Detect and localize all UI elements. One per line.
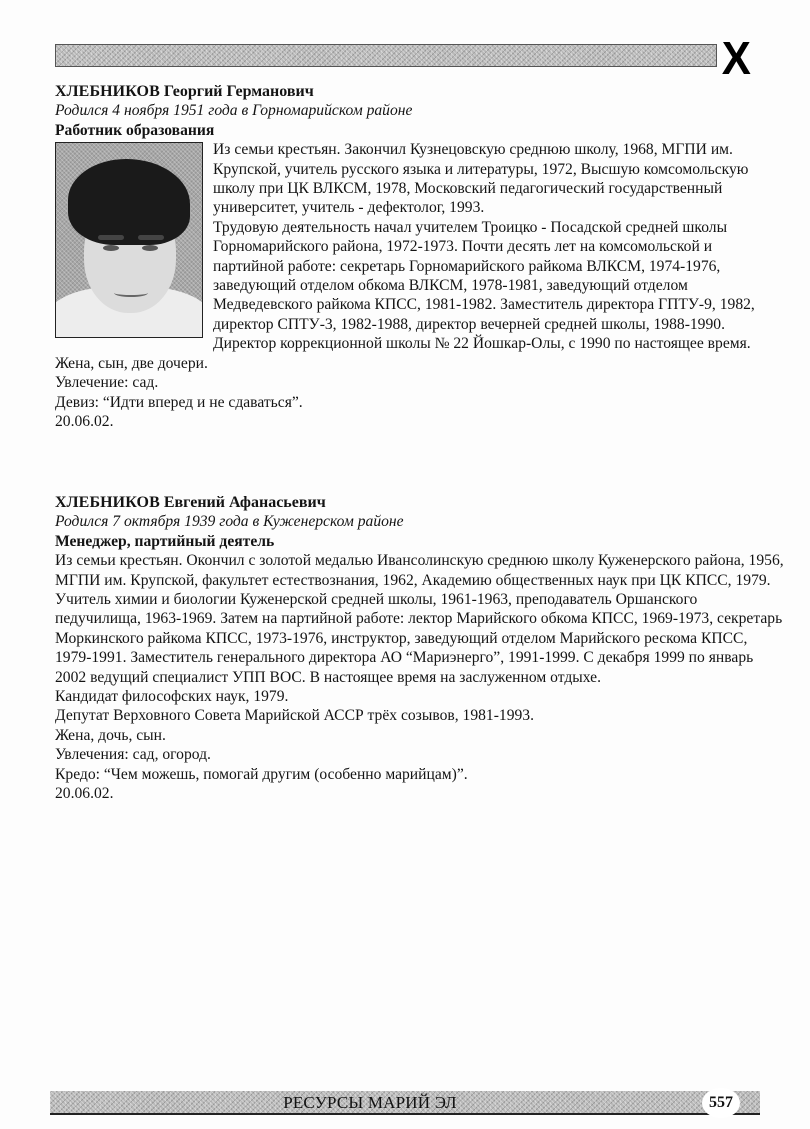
entry-paragraph: Жена, сын, две дочери.: [55, 354, 208, 372]
page-number: 557: [702, 1088, 740, 1118]
entry-paragraph: Увлечения: сад, огород.: [55, 746, 211, 764]
entry-profession: Менеджер, партийный деятель: [55, 532, 275, 550]
section-letter: Х: [721, 32, 751, 84]
entry-date: 20.06.02.: [55, 412, 114, 430]
entry-paragraph: Девиз: “Идти вперед и не сдаваться”.: [55, 393, 303, 411]
entry-paragraph: Трудовую деятельность начал учителем Троицко - Посадской средней школы Горномарийского района, 1972-1973. Почти десять лет на комсомольской и партийной работе: секретарь Горномарийского райкома ВЛКСМ, 1974-1976, заведующий отделом обкома ВЛКСМ, 1978-1981, заведующий отделом Медведевского райкома КПСС, 1981-1982. Заместитель директора ГПТУ-9, 1982, директор СПТУ-3, 1982-1988, директор вечерней средней школы, 1988-1990. Директор коррекционной школы № 22 Йошкар-Олы, с 1990 по настоящее время.: [213, 218, 755, 353]
photo-hair: [68, 159, 190, 245]
entry-date: 20.06.02.: [55, 785, 114, 803]
entry-paragraph: Кредо: “Чем можешь, помогай другим (особенно марийцам)”.: [55, 765, 468, 783]
header-decorative-bar: [55, 44, 717, 67]
biography-entry: [55, 493, 785, 804]
entry-name: [55, 493, 785, 512]
entry-given-names: Евгений Афанасьевич: [163, 494, 326, 511]
entry-profession: Работник образования: [55, 121, 215, 139]
entry-name: [55, 82, 785, 101]
entry-paragraph: Кандидат философских наук, 1979.: [55, 688, 289, 706]
entry-given-names: Георгий Германович: [163, 83, 314, 100]
footer-title: РЕСУРСЫ МАРИЙ ЭЛ: [283, 1093, 457, 1112]
entry-birth-info: Родился 7 октября 1939 года в Куженерском районе: [55, 513, 404, 531]
entry-paragraph: Депутат Верховного Совета Марийской АССР трёх созывов, 1981-1993.: [55, 707, 534, 725]
entry-birth-info: Родился 4 ноября 1951 года в Горномарийском районе: [55, 102, 413, 120]
entry-surname: ХЛЕБНИКОВ: [55, 83, 160, 100]
portrait-photo: [55, 142, 203, 338]
photo-brow: [138, 235, 164, 240]
entry-paragraph: Из семьи крестьян. Закончил Кузнецовскую среднюю школу, 1968, МГПИ им. Крупской, учитель русского языка и литературы, 1972, Высшую комсомольскую школу при ЦК ВЛКСМ, 1978, Московский педагогический государственный университет, учитель - дефектолог, 1993.: [213, 141, 749, 217]
entry-surname: ХЛЕБНИКОВ: [55, 494, 160, 511]
entry-paragraph: Жена, дочь, сын.: [55, 726, 166, 744]
entry-paragraph: Из семьи крестьян. Окончил с золотой медалью Ивансолинскую среднюю школу Куженерского района, 1956, МГПИ им. Крупской, факультет естествознания, 1962, Академию общественных наук при ЦК КПСС, 1979. Учитель химии и биологии Куженерской средней школы, 1961-1963, преподаватель Оршанского педучилища, 1963-1969. Затем на партийной работе: лектор Марийского обкома КПСС, 1969-1973, секретарь Моркинского райкома КПСС, 1973-1976, инструктор, заведующий отделом Марийского рескома КПСС, 1979-1991. Заместитель генерального директора АО “Мариэнерго”, 1991-1999. С декабря 1999 по январь 2002 ведущий специалист УПП ВОС. В настоящее время на заслуженном отдыхе.: [55, 552, 784, 686]
biography-entry: [55, 82, 785, 431]
entry-paragraph: Увлечение: сад.: [55, 374, 159, 392]
photo-brow: [98, 235, 124, 240]
